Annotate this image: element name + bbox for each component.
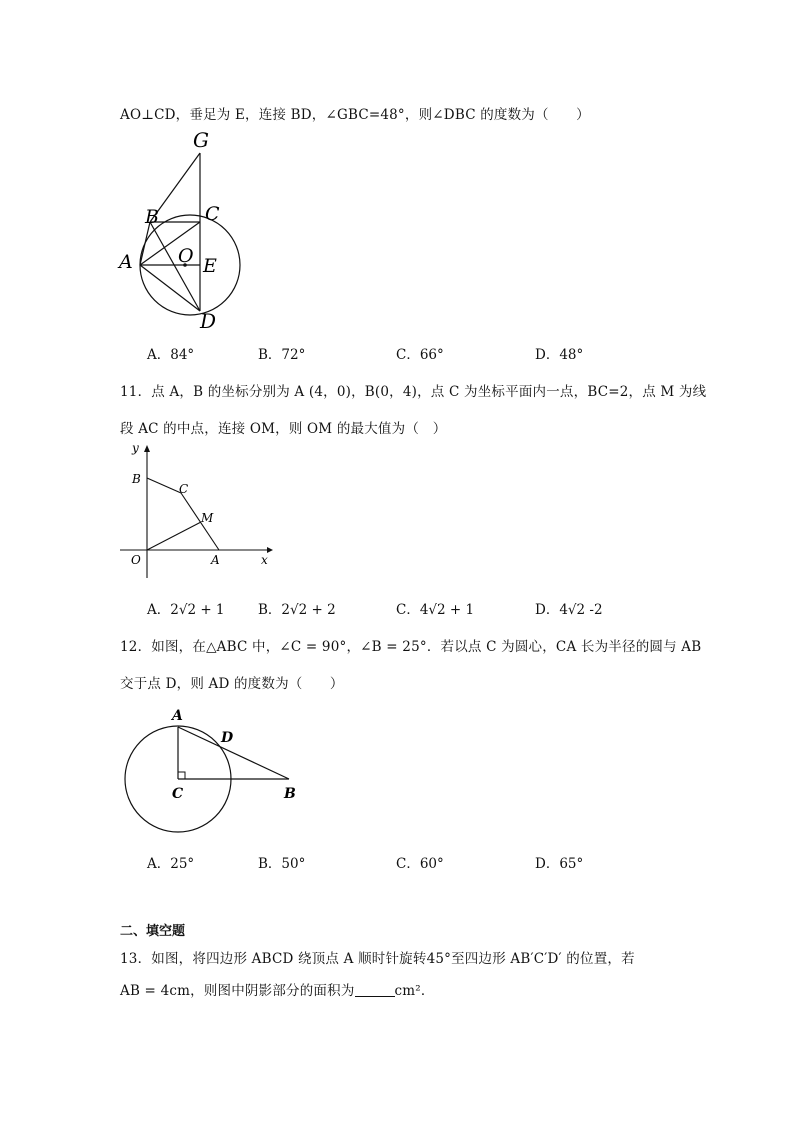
q10-label-o: O <box>178 245 194 267</box>
q12-label-a: A <box>172 708 183 724</box>
q10-text: AO⊥CD，垂足为 E，连接 BD，∠GBC=48°，则∠DBC 的度数为（ ） <box>120 107 590 123</box>
q11-option-a[interactable]: A．2√2 + 1 <box>147 602 225 618</box>
q12-option-a[interactable]: A．25° <box>147 856 195 872</box>
q12-label-c: C <box>172 786 184 802</box>
q11-line-ca <box>181 493 219 550</box>
q11-label-x: x <box>261 553 268 567</box>
q11-label-m: M <box>201 511 214 525</box>
q10-figure <box>115 125 245 335</box>
q12-text-line1: 12．如图，在△ABC 中，∠C = 90°，∠B = 25°．若以点 C 为圆心，CA 长为半径的圆与 AB <box>120 639 702 655</box>
q10-options <box>0 343 794 363</box>
q11-label-o: O <box>131 553 141 567</box>
q11-options <box>0 598 794 618</box>
q12-options <box>0 852 794 872</box>
q10-label-d: D <box>200 309 217 333</box>
q10-option-c[interactable]: C．66° <box>396 347 444 363</box>
q13-answer-blank[interactable] <box>355 984 395 997</box>
q11-y-arrow <box>144 445 150 452</box>
q11-line-bc <box>147 478 181 493</box>
q12-figure <box>115 700 305 840</box>
q11-label-a: A <box>211 553 220 567</box>
q10-line-ad <box>140 265 200 311</box>
q13-text-suffix: cm²． <box>394 983 435 999</box>
q10-option-d[interactable]: D．48° <box>535 347 584 363</box>
q12-option-d[interactable]: D．65° <box>535 856 584 872</box>
q13-text-prefix: AB = 4cm，则图中阴影部分的面积为 <box>120 983 355 999</box>
q10-label-a: A <box>119 251 133 273</box>
section-heading: 二、填空题 <box>120 924 186 939</box>
q11-option-b[interactable]: B．2√2 + 2 <box>258 602 336 618</box>
q10-label-e: E <box>203 255 217 277</box>
q10-label-c: C <box>205 203 220 225</box>
q12-line-ab <box>178 727 289 779</box>
q11-label-c: C <box>179 482 189 496</box>
q10-label-b: B <box>145 206 159 228</box>
q12-option-c[interactable]: C．60° <box>396 856 444 872</box>
q12-label-d: D <box>221 730 234 746</box>
q11-option-c[interactable]: C．4√2 + 1 <box>396 602 475 618</box>
q11-text-line1: 11．点 A，B 的坐标分别为 A (4，0)，B(0，4)，点 C 为坐标平面内一点，BC=2，点 M 为线 <box>120 384 707 400</box>
q11-label-b: B <box>132 472 141 486</box>
q12-label-b: B <box>284 786 296 802</box>
q12-right-angle-mark <box>178 772 185 779</box>
q11-x-arrow <box>267 547 273 553</box>
q11-option-d[interactable]: D．4√2 -2 <box>535 602 603 618</box>
q10-label-g: G <box>193 128 209 152</box>
q11-line-om <box>147 522 201 550</box>
q11-label-y: y <box>132 441 139 455</box>
q13-text-line2 <box>120 979 435 999</box>
q12-text-line2: 交于点 D，则 AD 的度数为（ ） <box>120 676 344 692</box>
q13-text-line1: 13．如图，将四边形 ABCD 绕顶点 A 顺时针旋转45°至四边形 AB′C′D′ 的位置，若 <box>120 951 635 967</box>
q11-text-line2: 段 AC 的中点，连接 OM，则 OM 的最大值为（ ） <box>120 421 447 437</box>
q10-option-a[interactable]: A．84° <box>147 347 195 363</box>
q12-option-b[interactable]: B．50° <box>258 856 306 872</box>
q10-option-b[interactable]: B．72° <box>258 347 306 363</box>
q11-figure <box>115 440 280 580</box>
